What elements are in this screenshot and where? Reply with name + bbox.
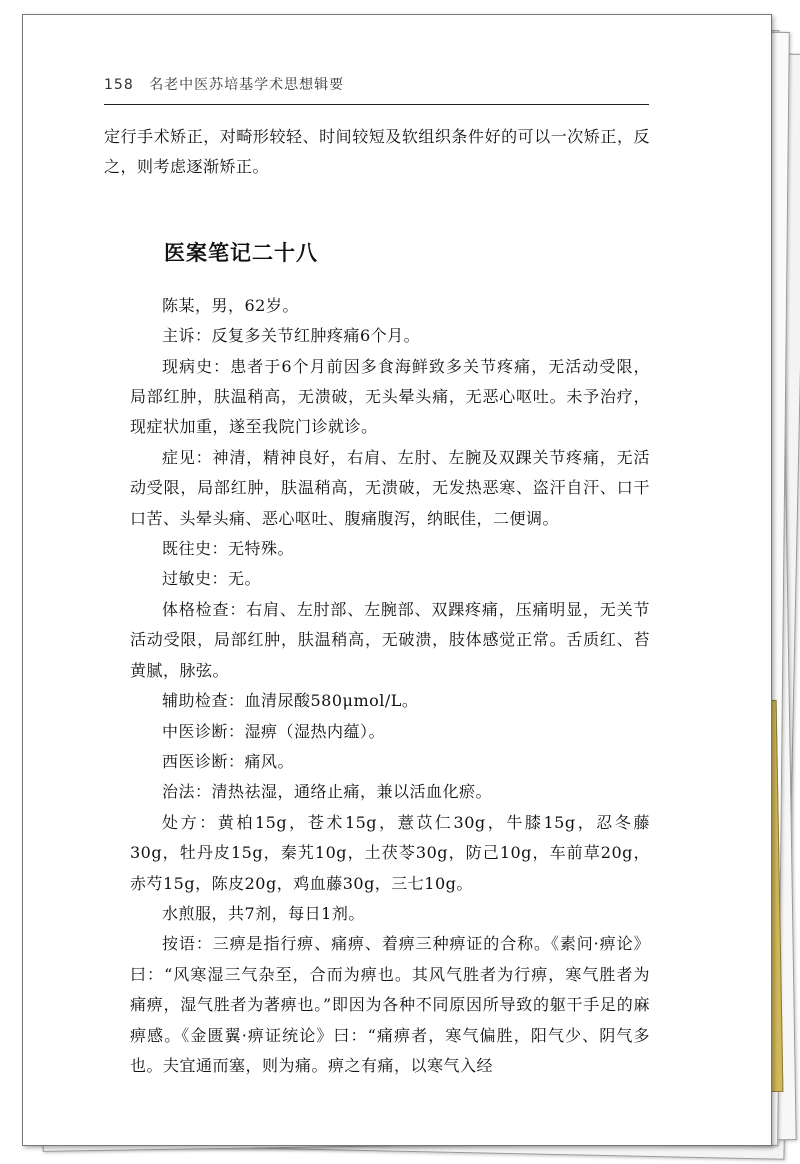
prescription: 处方：黄柏15g，苍术15g，薏苡仁30g，牛膝15g，忍冬藤30g，牡丹皮15g，秦艽10g，土茯苓30g，防己10g，车前草20g，赤芍15g，陈皮20g，鸡血藤30g，三七10g。 xyxy=(130,812,650,893)
administration: 水煎服，共7剂，每日1剂。 xyxy=(162,903,365,923)
allergy-history: 过敏史：无。 xyxy=(162,569,262,589)
page-body xyxy=(104,122,650,1081)
chief-complaint: 主诉：反复多关节红肿疼痛6个月。 xyxy=(162,326,421,346)
book-title: 名老中医苏培基学术思想辑要 xyxy=(149,77,345,93)
present-history: 现病史：患者于6个月前因多食海鲜致多关节疼痛，无活动受限，局部红肿，肤温稍高，无溃破，无头晕头痛，无恶心呕吐。未予治疗，现症状加重，遂至我院门诊就诊。 xyxy=(130,356,650,437)
treatment-method: 治法：清热祛湿，通络止痛，兼以活血化瘀。 xyxy=(162,782,493,802)
western-diagnosis: 西医诊断：痛风。 xyxy=(162,751,295,771)
physical-exam: 体格检查：右肩、左肘部、左腕部、双踝疼痛，压痛明显，无关节活动受限，局部红肿，肤温稍高，无破溃，肢体感觉正常。舌质红、苔黄腻，脉弦。 xyxy=(130,599,650,680)
auxiliary-exam: 辅助检查：血清尿酸580μmol/L。 xyxy=(162,691,419,711)
past-history: 既往史：无特殊。 xyxy=(162,539,295,559)
symptoms: 症见：神清，精神良好，右肩、左肘、左腕及双踝关节疼痛，无活动受限，局部红肿，肤温稍高，无溃破，无发热恶寒、盗汗自汗、口干口苦、头晕头痛、恶心呕吐、腹痛腹泻，纳眠佳，二便调。 xyxy=(130,447,650,528)
page-number: 158 xyxy=(104,77,134,93)
section-heading: 医案笔记二十八 xyxy=(164,239,318,265)
running-header xyxy=(104,74,344,94)
tcm-diagnosis: 中医诊断：湿痹（湿热内蕴）。 xyxy=(162,721,386,741)
commentary: 按语：三痹是指行痹、痛痹、着痹三种痹证的合称。《素问·痹论》曰：“风寒湿三气杂至，合而为痹也。其风气胜者为行痹，寒气胜者为痛痹，湿气胜者为著痹也。”即因为各种不同原因所导致的躯干手足的麻痹感。《金匮翼·痹证统论》曰：“痛痹者，寒气偏胜，阳气少、阴气多也。夫宜通而塞，则为痛。痹之有痛，以寒气入经 xyxy=(130,934,650,1075)
patient-info: 陈某，男，62岁。 xyxy=(162,295,299,315)
header-rule xyxy=(104,104,649,105)
continuation-paragraph: 定行手术矫正，对畸形较轻、时间较短及软组织条件好的可以一次矫正，反之，则考虑逐渐矫正。 xyxy=(104,127,650,177)
